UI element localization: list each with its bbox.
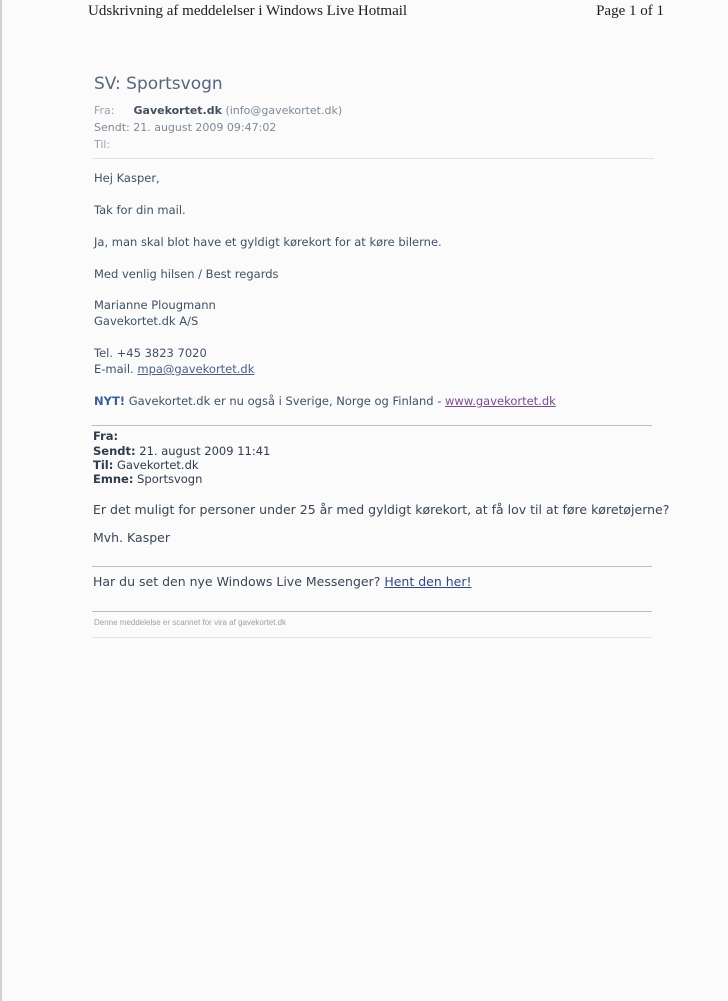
closing-line: Med venlig hilsen / Best regards	[94, 267, 279, 281]
sent-value: 21. august 2009 09:47:02	[133, 121, 277, 134]
signature-email-link[interactable]: mpa@gavekortet.dk	[137, 362, 255, 376]
email-prefix: E-mail.	[94, 362, 134, 376]
header-divider	[92, 158, 654, 159]
signature-name: Marianne Plougmann	[94, 298, 216, 312]
from-label: Fra:	[94, 104, 115, 117]
to-row	[94, 138, 130, 151]
signature-phone: Tel. +45 3823 7020	[94, 346, 207, 360]
fwd-from-label: Fra:	[93, 429, 119, 443]
messenger-text: Har du set den nye Windows Live Messenger?	[93, 574, 385, 589]
nyt-label: NYT!	[94, 394, 126, 408]
fwd-from-row	[93, 429, 118, 443]
answer-line: Ja, man skal blot have et gyldigt kørekort for at køre bilerne.	[94, 235, 442, 249]
nyt-text: Gavekortet.dk er nu også i Sverige, Norge og Finland -	[128, 394, 446, 408]
page-edge	[0, 0, 2, 1001]
sent-row	[94, 121, 276, 134]
fwd-signoff: Mvh. Kasper	[93, 530, 170, 545]
fwd-subject-row	[93, 472, 202, 486]
nyt-line	[94, 394, 556, 408]
fwd-to-row	[93, 458, 199, 472]
message-subject: SV: Sportsvogn	[94, 74, 223, 94]
signature-email-row	[94, 362, 254, 376]
fwd-sent-row	[93, 444, 270, 458]
forward-divider	[92, 425, 652, 426]
page-number: Page 1 of 1	[596, 3, 664, 19]
fwd-question: Er det muligt for personer under 25 år med gyldigt kørekort, at få lov til at føre køretøjerne?	[93, 502, 670, 517]
messenger-top-divider	[92, 566, 652, 567]
print-title: Udskrivning af meddelelser i Windows Live Hotmail	[88, 3, 408, 19]
fwd-to-label: Til:	[93, 458, 114, 472]
fwd-to-value: Gavekortet.dk	[116, 458, 199, 472]
greeting: Hej Kasper,	[94, 171, 160, 185]
sender-email: (info@gavekortet.dk)	[225, 104, 343, 117]
fwd-sent-value: 21. august 2009 11:41	[139, 444, 271, 458]
fwd-subject-label: Emne:	[93, 472, 134, 486]
to-label: Til:	[94, 138, 111, 151]
thanks-line: Tak for din mail.	[94, 203, 186, 217]
footer-divider	[92, 637, 652, 638]
sender-name: Gavekortet.dk	[133, 104, 222, 117]
website-link[interactable]: www.gavekortet.dk	[445, 394, 556, 408]
fwd-subject-value: Sportsvogn	[137, 472, 203, 486]
messenger-bottom-divider	[92, 611, 652, 612]
scan-note: Denne meddelelse er scannet for vira af gavekortet.dk	[94, 618, 287, 627]
from-row	[94, 104, 342, 117]
messenger-promo	[93, 574, 472, 589]
print-header	[0, 0, 728, 26]
signature-company: Gavekortet.dk A/S	[94, 314, 199, 328]
sent-label: Sendt:	[94, 121, 130, 134]
messenger-download-link[interactable]: Hent den her!	[384, 574, 472, 589]
fwd-sent-label: Sendt:	[93, 444, 136, 458]
